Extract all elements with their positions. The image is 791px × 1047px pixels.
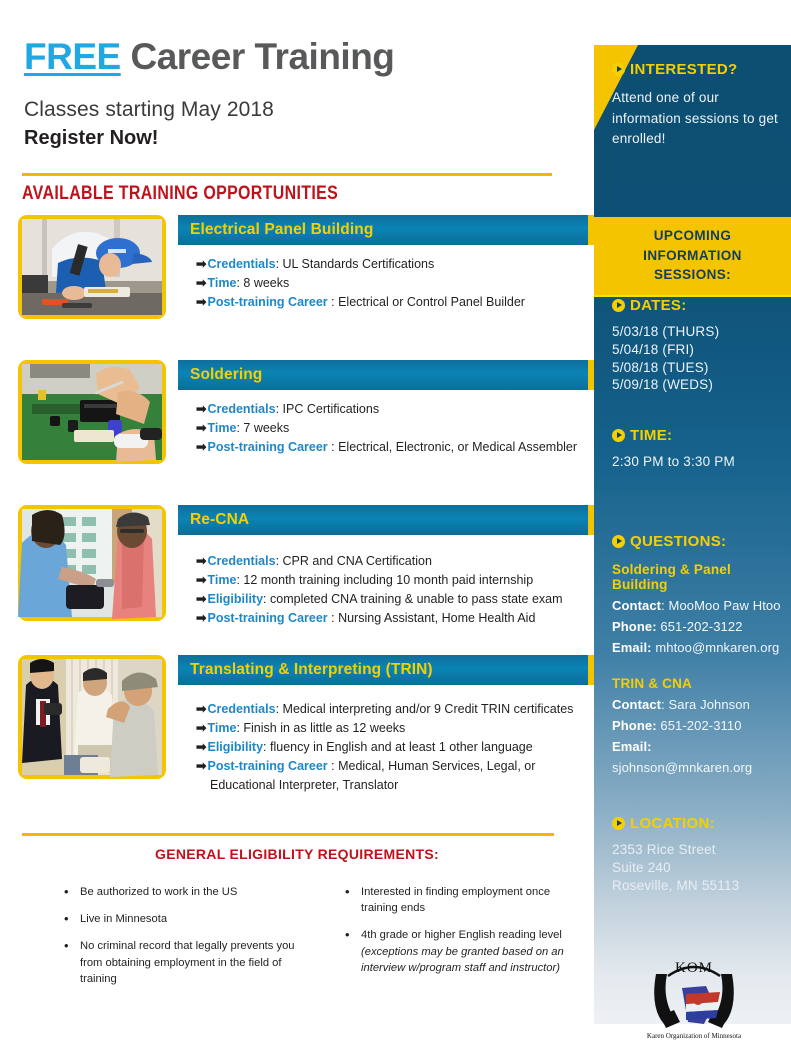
time-heading (612, 427, 781, 444)
detail-row (196, 400, 596, 419)
arrow-icon: ➡ (196, 702, 207, 716)
classes-starting-line: Classes starting May 2018 (24, 97, 274, 121)
detail-value: Nursing Assistant, Home Health Aid (338, 611, 536, 625)
program-detail-list (196, 700, 601, 795)
cna-photo-illustration (22, 509, 162, 617)
contact-name-line (612, 595, 781, 616)
address-line-3: Roseville, MN 55113 (612, 877, 740, 893)
detail-value: CPR and CNA Certification (282, 554, 432, 568)
date-item: 5/04/18 (FRI) (612, 341, 695, 357)
phone-label: Phone: (612, 619, 657, 635)
gold-divider-top (22, 173, 552, 176)
program-header-bar (178, 655, 588, 685)
detail-row (196, 571, 596, 590)
svg-text:Karen Organization of Minnesot: Karen Organization of Minnesota (646, 1032, 742, 1040)
email-label: Email: (612, 640, 652, 656)
arrow-icon: ➡ (196, 276, 207, 290)
detail-key: Time (207, 421, 237, 435)
eligibility-title: GENERAL ELIGIBILITY REQUIREMENTS: (155, 846, 439, 862)
detail-key: Post-training Career (207, 440, 328, 454)
play-bullet-icon (612, 299, 625, 312)
address-block (612, 841, 781, 894)
arrow-icon: ➡ (196, 257, 207, 271)
detail-key: Time (207, 573, 237, 587)
detail-sep: : (275, 402, 283, 416)
arrow-icon: ➡ (196, 402, 207, 416)
play-bullet-icon (612, 429, 625, 442)
page-title (24, 38, 564, 77)
detail-row (196, 438, 596, 457)
detail-value: completed CNA training & unable to pass state exam (270, 592, 563, 606)
program-photo (18, 505, 166, 621)
detail-sep: : (327, 759, 339, 773)
detail-value: Medical, Human Services, Legal, or (338, 759, 536, 773)
time-value: 2:30 PM to 3:30 PM (612, 454, 735, 469)
contact-group-title: Soldering & Panel Building (612, 562, 731, 592)
detail-key: Post-training Career (207, 295, 328, 309)
svg-text:KOM: KOM (674, 960, 714, 976)
address-line-1: 2353 Rice Street (612, 842, 716, 857)
program-header-bar (178, 215, 588, 245)
eligibility-item (341, 927, 580, 976)
arrow-icon: ➡ (196, 759, 207, 773)
play-bullet-icon (612, 63, 625, 76)
detail-row (196, 590, 596, 609)
contact-group-title: TRIN & CNA (612, 676, 692, 692)
eligibility-item: • Be authorized to work in the US (60, 884, 299, 900)
program-detail-list (196, 552, 596, 628)
detail-value: fluency in English and at least 1 other language (270, 740, 533, 754)
title-rest: Career Training (120, 36, 395, 77)
detail-row (196, 700, 601, 719)
detail-value: 12 month training including 10 month paid internship (243, 573, 534, 587)
detail-row (196, 293, 596, 312)
program-header-bar (178, 505, 588, 535)
detail-value: Finish in as little as 12 weeks (243, 721, 406, 735)
location-block (612, 815, 781, 894)
eligibility-columns (60, 884, 580, 998)
eligibility-item: • Live in Minnesota (60, 911, 299, 927)
contact-name: : Sara Johnson (661, 697, 750, 713)
program-header-bar (178, 360, 588, 390)
detail-sep: : (263, 740, 270, 754)
kom-logo-graphic (640, 950, 748, 1042)
detail-key: Eligibility (207, 592, 264, 606)
detail-sep: : (236, 573, 244, 587)
email-label: Email: (612, 739, 652, 755)
program-photo (18, 655, 166, 779)
contact-label: Contact (612, 598, 662, 613)
arrow-icon: ➡ (196, 295, 207, 309)
kom-logo (640, 950, 748, 1042)
arrow-icon: ➡ (196, 440, 207, 454)
phone-value: 651-202-3110 (656, 718, 742, 734)
program-photo (18, 360, 166, 464)
detail-row (196, 255, 596, 274)
eligibility-item-text: 4th grade or higher English reading level (361, 929, 562, 942)
program-detail-list (196, 255, 596, 312)
questions-block (612, 533, 781, 778)
detail-value: Electrical or Control Panel Builder (338, 295, 525, 309)
title-free-word: FREE (24, 36, 121, 77)
upcoming-band-line2: SESSIONS: (653, 267, 732, 283)
play-bullet-icon (612, 535, 625, 548)
detail-value: 8 weeks (243, 276, 290, 290)
phone-label: Phone: (612, 718, 657, 734)
register-now-line: Register Now! (24, 126, 159, 149)
interested-body: Attend one of our information sessions to get enrolled! (612, 90, 778, 147)
detail-key: Credentials (207, 257, 276, 271)
contact-email-line[interactable] (612, 736, 781, 778)
detail-sep: : (275, 554, 283, 568)
detail-value: UL Standards Certifications (282, 257, 435, 271)
arrow-icon: ➡ (196, 592, 207, 606)
interested-heading-text: INTERESTED? (630, 61, 738, 78)
contact-label: Contact (612, 697, 662, 713)
email-value[interactable]: mhtoo@mnkaren.org (651, 640, 780, 656)
eligibility-item-note: (exceptions may be granted based on an interview w/program staff and instructor) (361, 945, 564, 974)
detail-key: Time (207, 721, 237, 735)
date-item: 5/09/18 (WEDS) (612, 377, 714, 393)
detail-value: Medical interpreting and/or 9 Credit TRIN certificates (282, 702, 574, 716)
upcoming-sessions-band (594, 217, 791, 297)
detail-row (196, 419, 596, 438)
detail-key: Post-training Career (207, 611, 328, 625)
contact-phone-line (612, 715, 781, 736)
detail-sep: : (327, 295, 339, 309)
eligibility-item (341, 884, 580, 916)
contact-email-line[interactable] (612, 637, 781, 658)
program-photo (18, 215, 166, 319)
date-item: 5/08/18 (TUES) (612, 359, 709, 375)
interpreting-photo-illustration (22, 659, 162, 775)
dates-block (612, 297, 781, 394)
contact-group-soldering-panel (612, 562, 781, 658)
detail-row (196, 738, 601, 757)
available-training-label: AVAILABLE TRAINING OPPORTUNITIES (22, 183, 339, 204)
detail-value: Electrical, Electronic, or Medical Assembler (338, 440, 578, 454)
detail-key: Eligibility (207, 740, 264, 754)
interested-block (612, 61, 781, 150)
program-title: Electrical Panel Building (190, 221, 374, 238)
arrow-icon: ➡ (196, 740, 207, 754)
contact-group-trin-cna (612, 676, 781, 778)
arrow-icon: ➡ (196, 721, 207, 735)
detail-sep: : (275, 257, 283, 271)
date-item: 5/03/18 (THURS) (612, 324, 720, 339)
time-block (612, 427, 781, 473)
gold-divider-bottom (22, 833, 554, 836)
program-title: Re-CNA (190, 511, 250, 528)
arrow-icon: ➡ (196, 554, 207, 568)
eligibility-column-left (60, 884, 299, 998)
email-value[interactable]: sjohnson@mnkaren.org (612, 760, 753, 776)
contact-name-line (612, 694, 781, 715)
detail-key: Time (207, 276, 237, 290)
detail-row (196, 552, 596, 571)
detail-sep: : (236, 721, 244, 735)
dates-heading-text: DATES: (630, 297, 687, 314)
header-block (24, 38, 564, 150)
dates-heading (612, 297, 781, 314)
location-heading (612, 815, 781, 832)
detail-value: 7 weeks (243, 421, 290, 435)
detail-row (196, 274, 596, 293)
address-line-2: Suite 240 (612, 859, 671, 875)
eligibility-column-right (341, 884, 580, 998)
detail-row (196, 719, 601, 738)
detail-row (196, 609, 596, 628)
detail-key: Credentials (207, 402, 276, 416)
program-title: Soldering (190, 366, 263, 383)
contact-phone-line (612, 616, 781, 637)
info-sidebar (594, 45, 791, 1040)
location-heading-text: LOCATION: (630, 815, 715, 832)
program-detail-list (196, 400, 596, 457)
interested-heading (612, 61, 781, 78)
questions-heading (612, 533, 781, 550)
arrow-icon: ➡ (196, 573, 207, 587)
arrow-icon: ➡ (196, 611, 207, 625)
eligibility-item: • No criminal record that legally prevents you from obtaining employment in the field of training (60, 938, 299, 987)
detail-sep: : (263, 592, 270, 606)
detail-value: IPC Certifications (282, 402, 380, 416)
detail-key: Post-training Career (207, 759, 328, 773)
detail-sep: : (236, 276, 244, 290)
dates-list (612, 323, 781, 394)
detail-sep: : (327, 611, 339, 625)
detail-key: Credentials (207, 554, 276, 568)
time-heading-text: TIME: (630, 427, 673, 444)
detail-key: Credentials (207, 702, 276, 716)
play-bullet-icon (612, 817, 625, 830)
program-title: Translating & Interpreting (TRIN) (190, 661, 433, 678)
questions-heading-text: QUESTIONS: (630, 533, 727, 550)
detail-value-line2: Educational Interpreter, Translator (210, 778, 399, 792)
eligibility-item-text: Interested in finding employment once training ends (361, 886, 551, 915)
contact-name: : MooMoo Paw Htoo (661, 598, 781, 613)
detail-sep: : (327, 440, 339, 454)
detail-sep: : (236, 421, 244, 435)
worker-photo-illustration (22, 219, 162, 315)
arrow-icon: ➡ (196, 421, 207, 435)
upcoming-band-line1: UPCOMING INFORMATION (643, 228, 742, 263)
phone-value: 651-202-3122 (656, 619, 743, 635)
detail-row (196, 757, 601, 795)
soldering-photo-illustration (22, 364, 162, 460)
detail-sep: : (275, 702, 283, 716)
